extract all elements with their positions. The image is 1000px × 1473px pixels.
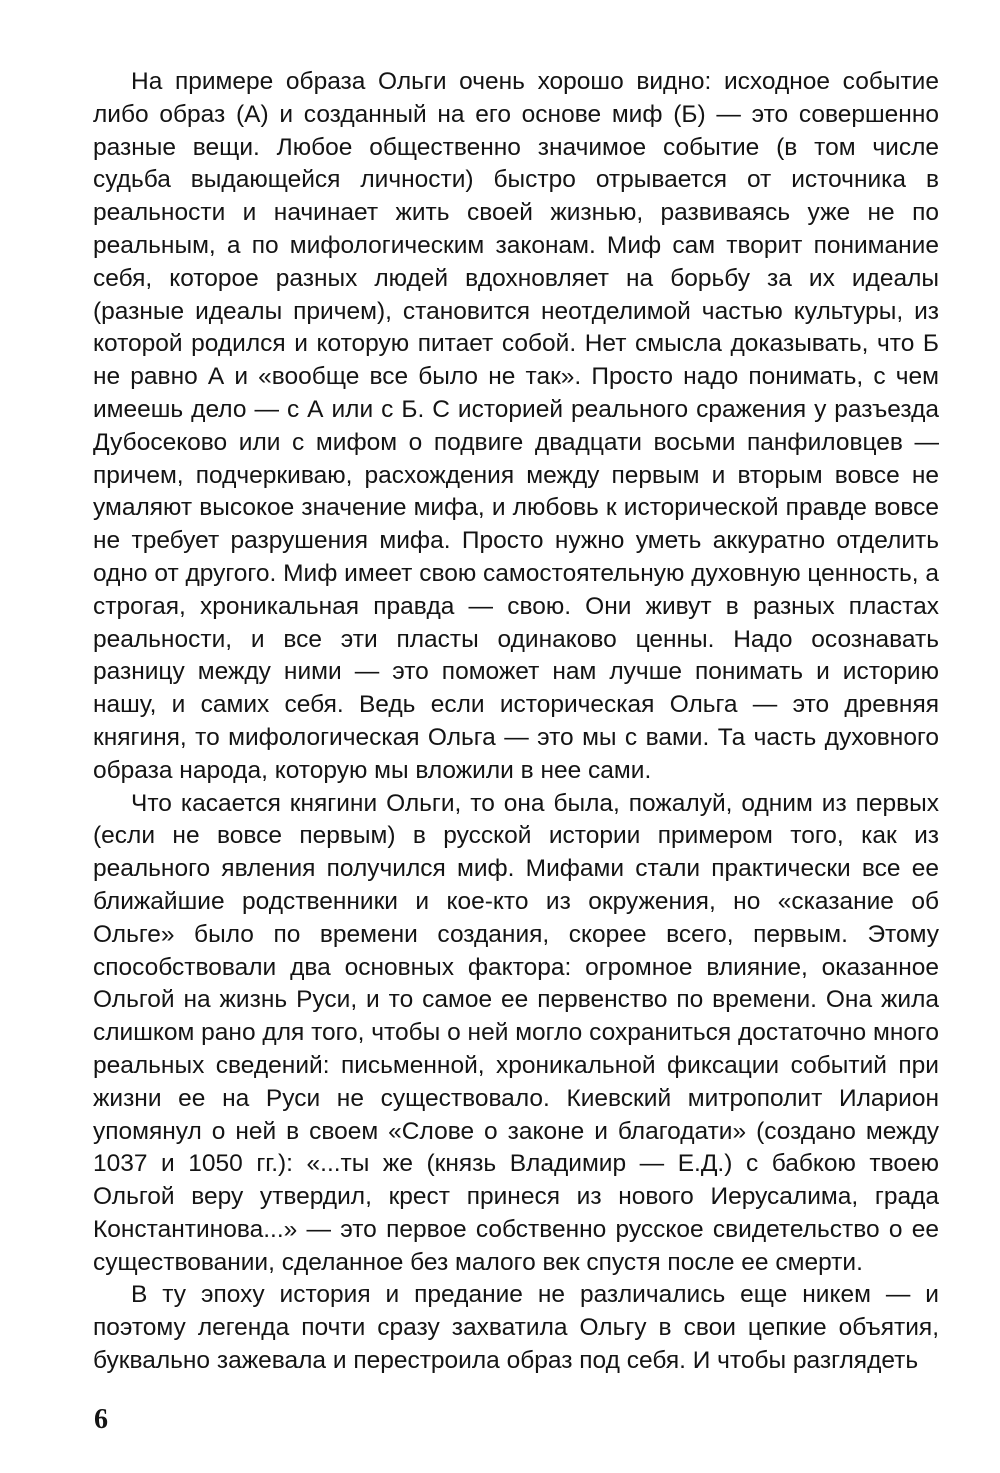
body-text	[93, 66, 939, 1378]
page-number: 6	[94, 1404, 108, 1435]
paragraph-3: В ту эпоху история и предание не различались еще никем — и поэтому легенда почти сразу захватила Ольгу в свои цепкие объятия, буквально зажевала и перестроила образ под себя. И чтобы разглядеть	[93, 1281, 939, 1375]
paragraph-1: На примере образа Ольги очень хорошо видно: исходное событие либо образ (А) и созданный на его основе миф (Б) — это совершенно разные вещи. Любое общественно значимое событие (в том числе судьба выдающейся личности) быстро отрывается от источника в реальности и начинает жить своей жизнью, развиваясь уже не по реальным, а по мифологическим законам. Миф сам творит понимание себя, которое разных людей вдохновляет на борьбу за их идеалы (разные идеалы причем), становится неотделимой частью культуры, из которой родился и которую питает собой. Нет смысла доказывать, что Б не равно А и «вообще все было не так». Просто надо понимать, с чем имеешь дело — с А или с Б. С историей реального сражения у разъезда Дубосеково или с мифом о подвиге двадцати восьми панфиловцев — причем, подчеркиваю, расхождения между первым и вторым вовсе не умаляют высокое значение мифа, и любовь к исторической правде вовсе не требует разрушения мифа. Просто нужно уметь аккуратно отделить одно от другого. Миф имеет свою самостоятельную духовную ценность, а строгая, хроникальная правда — свою. Они живут в разных пластах реальности, и все эти пласты одинаково ценны. Надо осознавать разницу между ними — это поможет нам лучше понимать и историю нашу, и самих себя. Ведь если историческая Ольга — это древняя княгиня, то мифологическая Ольга — это мы с вами. Та часть духовного образа народа, которую мы вложили в нее сами.	[93, 68, 939, 784]
paragraph-2: Что касается княгини Ольги, то она была, пожалуй, одним из первых (если не вовсе первым) в русской истории примером того, как из реального явления получился миф. Мифами стали практически все ее ближайшие родственники и кое-кто из окружения, но «сказание об Ольге» было по времени создания, скорее всего, первым. Этому способствовали два основных фактора: огромное влияние, оказанное Ольгой на жизнь Руси, и то самое ее первенство по времени. Она жила слишком рано для того, чтобы о ней могло сохраниться достаточно много реальных сведений: письменной, хроникальной фиксации событий при жизни ее на Руси не существовало. Киевский митрополит Иларион упомянул о ней в своем «Слове о законе и благодати» (создано между 1037 и 1050 гг.): «...ты же (князь Владимир — Е.Д.) с бабкою твоею Ольгой веру утвердил, крест принеся из нового Иерусалима, града Константинова...» — это первое собственно русское свидетельство о ее существовании, сделанное без малого век спустя после ее смерти.	[93, 789, 939, 1276]
